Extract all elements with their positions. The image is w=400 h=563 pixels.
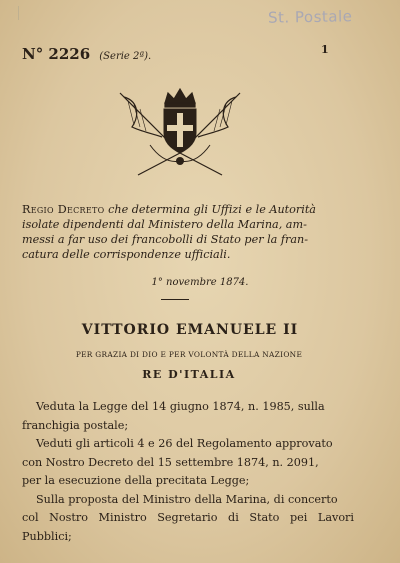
body-line-1: Veduta la Legge del 14 giugno 1874, n. 1985, sulla: [36, 400, 325, 413]
king-name: VITTORIO EMANUELE II: [81, 322, 299, 338]
body-line-7: col Nostro Ministro Segretario di Stato pei Lavori Pubblici;: [22, 511, 354, 543]
savoy-royal-coat-of-arms-icon: [110, 75, 250, 185]
decree-body: [22, 398, 354, 546]
page-mark: [18, 6, 27, 20]
decree-date: 1° novembre 1874.: [151, 277, 249, 288]
body-line-5: per la esecuzione della precitata Legge;: [22, 474, 250, 487]
handwritten-note: St. Postale: [267, 7, 353, 27]
decree-number: N° 2226: [22, 45, 91, 63]
title-line-2: isolate dipendenti dal Ministero della Marina, am-: [22, 218, 307, 231]
decree-number-line: [22, 44, 151, 63]
title-lead: Regio Decreto: [22, 203, 105, 216]
divider: [161, 299, 189, 300]
body-line-4: con Nostro Decreto del 15 settembre 1874, n. 2091,: [22, 455, 319, 469]
body-line-3: Veduti gli articoli 4 e 26 del Regolamento approvato: [36, 437, 333, 450]
title-line-3: messi a far uso dei francobolli di Stato per la fran-: [22, 233, 309, 246]
grace-formula: PER GRAZIA DI DIO E PER VOLONTÀ DELLA NAZIONE: [75, 350, 303, 359]
page-number: 1: [321, 43, 329, 56]
title-line-1: che determina gli Uffizi e le Autorità: [108, 203, 316, 216]
decree-title: [22, 202, 354, 262]
body-line-2: franchigia postale;: [22, 418, 129, 432]
decree-series: (Serie 2ª).: [99, 51, 152, 62]
title-line-4: catura delle corrispondenze ufficiali.: [22, 248, 231, 261]
king-title: RE D'ITALIA: [142, 368, 236, 381]
body-line-6: Sulla proposta del Ministro della Marina, di concerto: [36, 492, 338, 506]
